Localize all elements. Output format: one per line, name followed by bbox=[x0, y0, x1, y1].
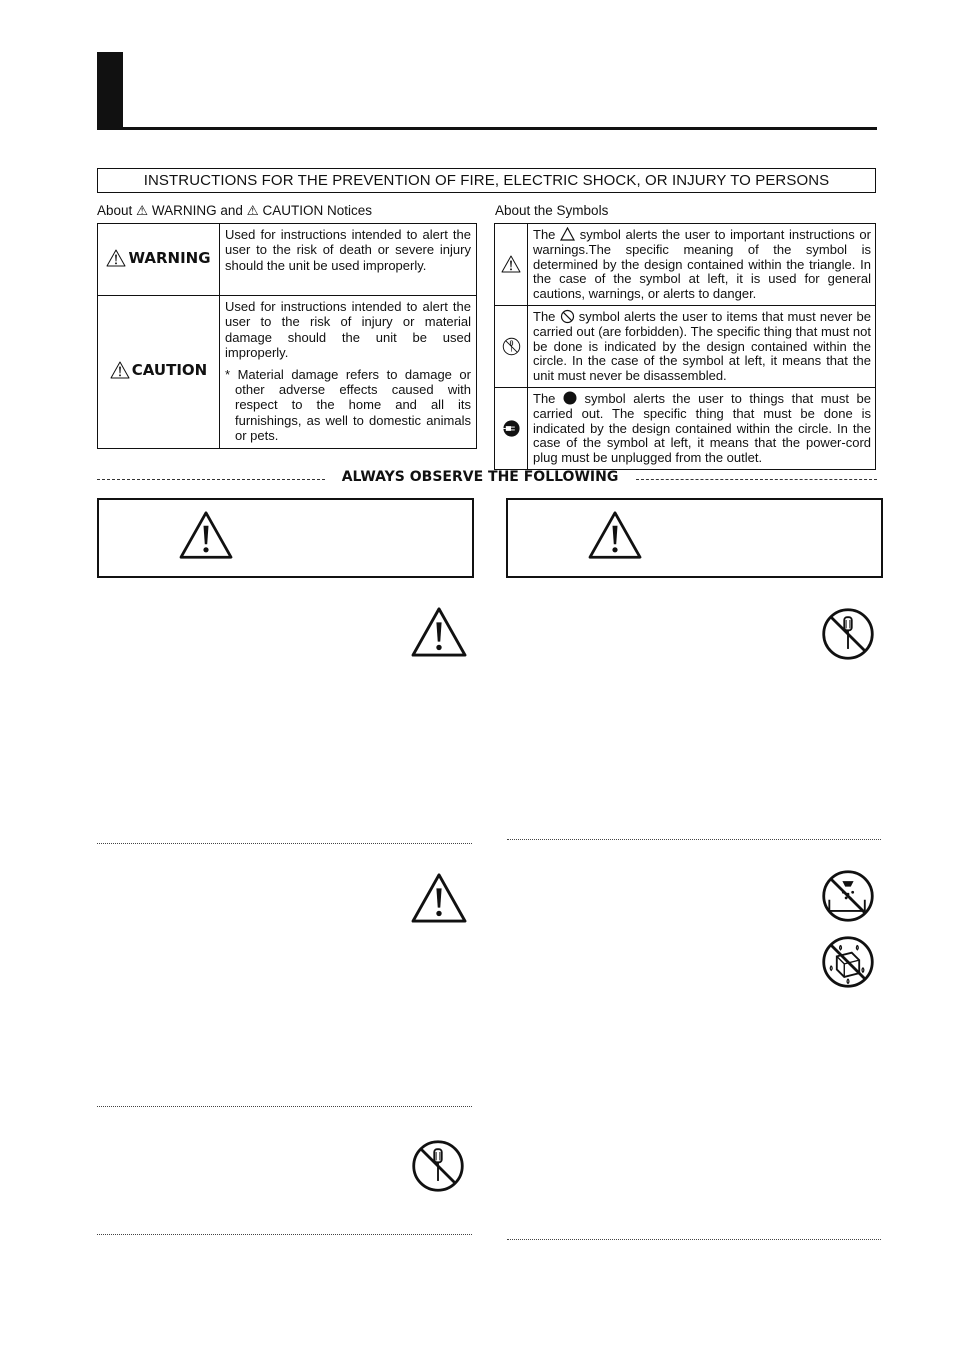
triangle-outline-icon bbox=[560, 227, 575, 241]
dotted-divider bbox=[507, 1239, 881, 1240]
no-disassembly-icon bbox=[502, 337, 521, 356]
warning-triangle-icon bbox=[106, 249, 126, 267]
warning-label: WARNING bbox=[128, 248, 211, 267]
caution-triangle-icon bbox=[110, 361, 130, 379]
divider-left bbox=[97, 479, 325, 480]
no-disassembly-icon bbox=[820, 606, 876, 662]
always-observe-heading: ALWAYS OBSERVE THE FOLLOWING bbox=[341, 469, 619, 485]
symbol-description-mandatory bbox=[528, 387, 876, 469]
dotted-divider bbox=[97, 843, 472, 844]
caution-description-cell bbox=[220, 296, 477, 449]
warning-header-box bbox=[97, 498, 474, 578]
header-rule bbox=[97, 127, 877, 130]
symbol-description-triangle bbox=[528, 224, 876, 306]
symbol-text-post: symbol alerts the user to items that must never be carried out (are forbidden). The specific thing that must not be done is indicated by the design contained within the circle. In the case of the symbol at left, it means that the unit must never be disassembled. bbox=[533, 308, 871, 384]
symbol-cell-triangle bbox=[495, 224, 528, 306]
symbol-cell-prohibit bbox=[495, 305, 528, 387]
header-block bbox=[97, 52, 123, 129]
symbol-text-post: symbol alerts the user to things that must be carried out. The specific thing that must be done is indicated by the design contained within the circle. In the case of the symbol at left, it means that the power-cord plug must be unplugged from the outlet. bbox=[533, 390, 871, 466]
symbol-text-pre: The bbox=[533, 227, 556, 242]
no-water-icon bbox=[820, 868, 876, 924]
unplug-icon bbox=[502, 419, 521, 438]
symbol-text-post: symbol alerts the user to important instructions or warnings.The specific meaning of the symbol is determined by the design contained within the triangle. In the case of the symbol at left, it is used for general cautions, warnings, or alerts to danger. bbox=[533, 227, 871, 302]
notices-heading: About ⚠ WARNING and ⚠ CAUTION Notices bbox=[97, 203, 373, 218]
warning-triangle-icon bbox=[177, 510, 235, 560]
filled-circle-icon bbox=[563, 391, 577, 405]
caution-label-cell bbox=[98, 296, 220, 449]
no-disassembly-icon bbox=[410, 1138, 466, 1194]
page-title-bar: INSTRUCTIONS FOR THE PREVENTION OF FIRE, ELECTRIC SHOCK, OR INJURY TO PERSONS bbox=[97, 168, 876, 193]
prohibition-circle-icon bbox=[560, 309, 575, 324]
caution-description: Used for instructions intended to alert the user to the risk of injury or material damage should the unit be used improperly. bbox=[225, 299, 471, 361]
warning-triangle-icon bbox=[410, 606, 468, 658]
warning-label-cell bbox=[98, 224, 220, 296]
warning-triangle-icon bbox=[410, 872, 468, 924]
dotted-divider bbox=[507, 839, 881, 840]
symbol-text-pre: The bbox=[533, 390, 556, 406]
symbol-text-pre: The bbox=[533, 308, 556, 324]
symbols-heading: About the Symbols bbox=[495, 203, 609, 218]
warning-triangle-icon bbox=[586, 510, 644, 560]
dotted-divider bbox=[97, 1234, 472, 1235]
symbol-description-prohibit bbox=[528, 305, 876, 387]
caution-label: CAUTION bbox=[131, 361, 208, 379]
divider-right bbox=[636, 479, 877, 480]
symbols-table bbox=[494, 223, 876, 470]
dotted-divider bbox=[97, 1106, 472, 1107]
caution-note: * Material damage refers to damage or other adverse effects caused with respect to the home and all its furnishings, as well to domestic animals or pets. bbox=[225, 366, 471, 444]
symbol-cell-mandatory bbox=[495, 387, 528, 469]
caution-header-box bbox=[506, 498, 883, 578]
warning-triangle-icon bbox=[501, 255, 521, 273]
no-moisture-icon bbox=[820, 934, 876, 990]
warning-description: Used for instructions intended to alert the user to the risk of death or severe injury should the unit be used improperly. bbox=[220, 224, 477, 296]
notices-table bbox=[97, 223, 477, 449]
